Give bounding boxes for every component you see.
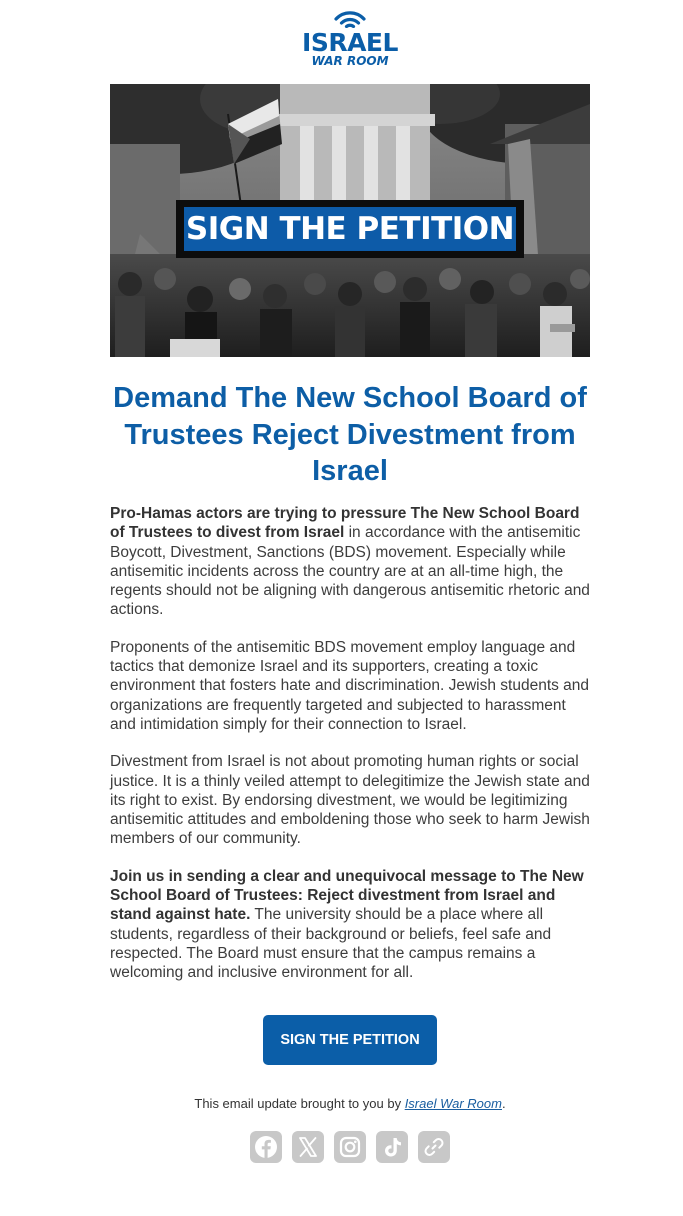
- logo-line-israel: ISRAEL: [302, 28, 398, 57]
- israel-war-room-logo[interactable]: [296, 8, 404, 68]
- social-links: [250, 1131, 450, 1163]
- x-twitter-icon[interactable]: [292, 1131, 324, 1163]
- page-title: Demand The New School Board of Trustees Reject Divestment from Israel: [113, 382, 587, 487]
- paragraph-2: [110, 638, 594, 734]
- link-icon[interactable]: [418, 1131, 450, 1163]
- paragraph-3: [110, 752, 594, 848]
- wifi-signal-icon: [333, 8, 367, 28]
- hero-image[interactable]: [110, 84, 590, 357]
- footer-prefix: This email update brought to you by: [194, 1096, 405, 1111]
- paragraph-4-text: The university should be a place where all students, regardless of their background or beliefs, feel safe and respected. The Board must ensure that the campus remains a welcoming and inclusive environment for all.: [110, 906, 552, 982]
- paragraph-2-text: Proponents of the antisemitic BDS movement employ language and tactics that demonize Israel and its supporters, creating a toxic environment that fosters hate and discrimination. Jewish students and organizations are frequently targeted and subjected to harassment and intimidation simply for their connection to Israel.: [110, 638, 590, 733]
- paragraph-4: [110, 867, 594, 983]
- paragraph-1-text: in accordance with the antisemitic Boycott, Divestment, Sanctions (BDS) movement. Especially while antisemitic incidents across the country are at an all-time high, the regents should not be aligning with dangerous antisemitic rhetoric and actions.: [110, 524, 590, 619]
- paragraph-1: [110, 504, 594, 620]
- israel-war-room-link[interactable]: Israel War Room: [404, 1096, 502, 1111]
- instagram-icon[interactable]: [334, 1131, 366, 1163]
- tiktok-icon[interactable]: [376, 1131, 408, 1163]
- facebook-icon[interactable]: [250, 1131, 282, 1163]
- sign-petition-button[interactable]: SIGN THE PETITION: [263, 1015, 437, 1065]
- logo-line-war-room: WAR ROOM: [311, 54, 389, 68]
- paragraph-3-text: Divestment from Israel is not about promoting human rights or social justice. It is a thinly veiled attempt to delegitimize the Jewish state and its right to exist. By endorsing divestment, we would be legitimizing antisemitic attitudes and emboldening those who seek to harm Jewish members of our community.: [110, 753, 590, 848]
- body-text: [110, 504, 594, 1001]
- paragraph-1-bold: Pro-Hamas actors are trying to pressure The New School Board of Trustees to divest from Israel: [110, 505, 580, 542]
- hero-banner-text: SIGN THE PETITION: [184, 207, 516, 251]
- footer-suffix: .: [501, 1096, 506, 1111]
- footer-note: [0, 1096, 683, 1111]
- paragraph-4-bold: Join us in sending a clear and unequivocal message to The New School Board of Trustees: Reject divestment from Israel and stand against hate.: [110, 867, 584, 924]
- hero-banner: [176, 200, 524, 258]
